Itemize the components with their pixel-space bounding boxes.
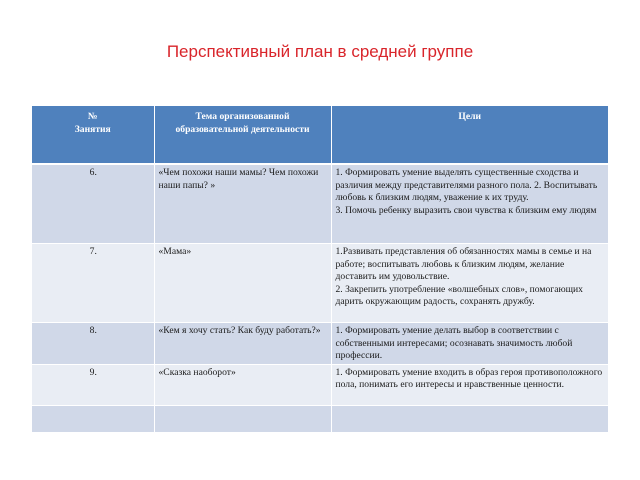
header-goals-line1: Цели [458,111,482,122]
goals-cell [331,405,608,432]
topic-cell: «Чем похожи наши мамы? Чем похожи наши папы? » [154,164,331,244]
header-topic-line1: Тема организованной [195,111,290,122]
goal-text: 1. Формировать умение входить в образ героя противоположного пола, понимать его интересы и нравственные ценности. [335,366,603,391]
table-header-row [32,106,608,164]
goals-cell [331,364,608,405]
header-lesson-number-line2: Занятия [74,123,111,135]
goal-text: 1.Развивать представления об обязанностях мамы в семье и на работе; воспитывать любовь к близким людям, желание доставить им удовольствие. [335,246,592,283]
lesson-number-cell: 9. [32,364,154,405]
lesson-number-cell: 6. [32,164,154,244]
plan-table [32,106,608,433]
topic-cell [154,405,331,432]
goal-text: 1. Формировать умение делать выбор в соответствии с собственными интересами; осознавать значимость любой профессии. [335,325,573,362]
header-goals [331,106,608,164]
goal-text: 1. Формировать умение выделять существенные сходства и различия между представителями разного пола. 2. Воспитывать любовь к близким людям, уважение к их труду. [335,167,598,204]
header-lesson-number-line1: № [87,111,98,122]
slide-title: Перспективный план в средней группе [166,42,474,61]
table-row [32,244,608,323]
table-row-empty [32,405,608,432]
header-topic-line2: образовательной деятельности [175,123,310,135]
table-row [32,323,608,365]
goals-cell [331,323,608,365]
goal-text: 2. Закрепить употребление «волшебных слов», помогающих дарить окружающим радость, сохранять дружбу. [335,283,583,308]
table-row [32,164,608,244]
goals-cell [331,244,608,323]
lesson-number-cell: 8. [32,323,154,365]
goals-cell [331,164,608,244]
topic-cell: «Кем я хочу стать? Как буду работать?» [154,323,331,365]
table-row [32,364,608,405]
header-topic [154,106,331,164]
lesson-number-cell [32,405,154,432]
topic-cell: «Мама» [154,244,331,323]
lesson-number-cell: 7. [32,244,154,323]
goal-text: 3. Помочь ребенку выразить свои чувства к близким ему людям [335,204,597,216]
topic-cell: «Сказка наоборот» [154,364,331,405]
header-lesson-number [32,106,154,164]
